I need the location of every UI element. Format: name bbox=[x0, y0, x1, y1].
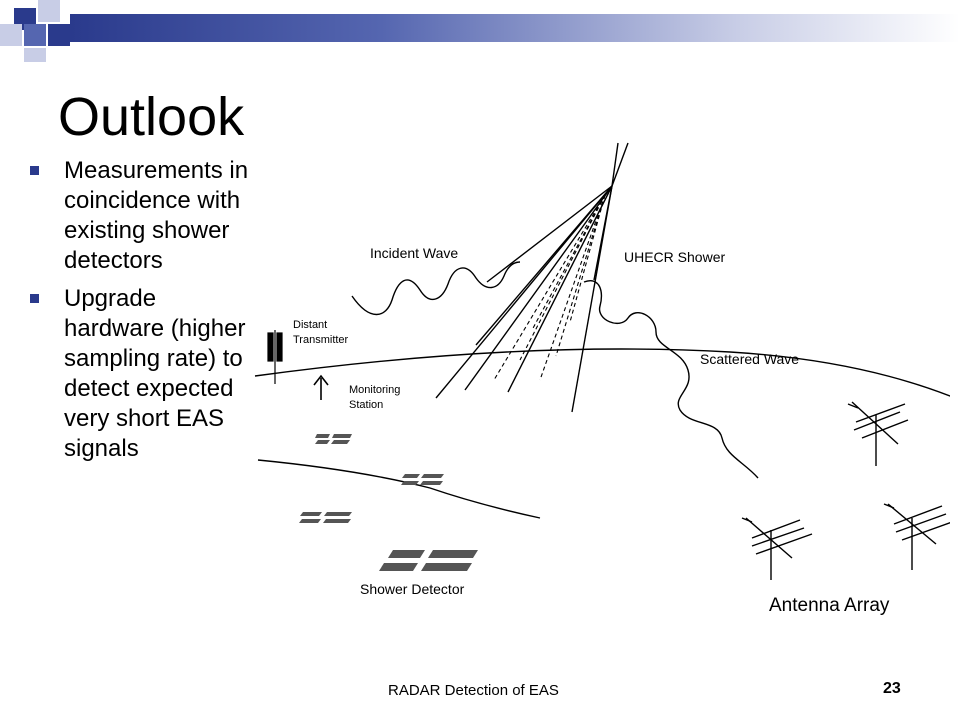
logo-square-7 bbox=[24, 48, 46, 62]
antenna-icon bbox=[848, 402, 908, 466]
scattered-wave-label: Scattered Wave bbox=[700, 351, 800, 367]
logo-square-5 bbox=[24, 24, 46, 46]
monitoring-station-label-2: Station bbox=[349, 399, 384, 411]
antenna-array-caption: Antenna Array bbox=[769, 595, 890, 616]
incident-wave-label: Incident Wave bbox=[370, 245, 459, 261]
distant-transmitter-label-2: Transmitter bbox=[293, 334, 349, 346]
antenna-icon bbox=[742, 518, 812, 580]
bullet-item bbox=[30, 156, 260, 276]
scattered-wave bbox=[584, 281, 758, 478]
bullet-item bbox=[30, 284, 260, 464]
footer-text: RADAR Detection of EAS bbox=[388, 682, 559, 699]
logo-square-6 bbox=[48, 24, 70, 46]
ground-curve bbox=[258, 460, 540, 518]
monitoring-station-icon bbox=[314, 376, 328, 400]
distant-transmitter-label-1: Distant bbox=[293, 319, 328, 331]
header-gradient-bar bbox=[70, 14, 960, 42]
bullet-list bbox=[30, 156, 260, 472]
bullet-text: Measurements in coincidence with existing shower detectors bbox=[64, 157, 249, 274]
page-number: 23 bbox=[883, 680, 901, 697]
monitoring-station-label-1: Monitoring bbox=[349, 384, 401, 396]
logo-square-4 bbox=[0, 24, 22, 46]
bullet-square-icon bbox=[30, 294, 39, 303]
bullet-text: Upgrade hardware (higher sampling rate) to detect expected very short EAS signals bbox=[64, 285, 246, 462]
uhecr-shower-label: UHECR Shower bbox=[624, 249, 726, 265]
bullet-square-icon bbox=[30, 166, 39, 175]
radar-detection-diagram bbox=[250, 135, 950, 605]
slide-title: Outlook bbox=[58, 87, 245, 147]
transmitter-tower-icon bbox=[268, 330, 282, 384]
shower-detector-icons bbox=[299, 434, 478, 571]
shower-detector-label: Shower Detector bbox=[360, 581, 465, 597]
antenna-icon bbox=[884, 504, 950, 570]
incident-wave bbox=[352, 262, 520, 315]
logo-square-3 bbox=[38, 0, 60, 22]
